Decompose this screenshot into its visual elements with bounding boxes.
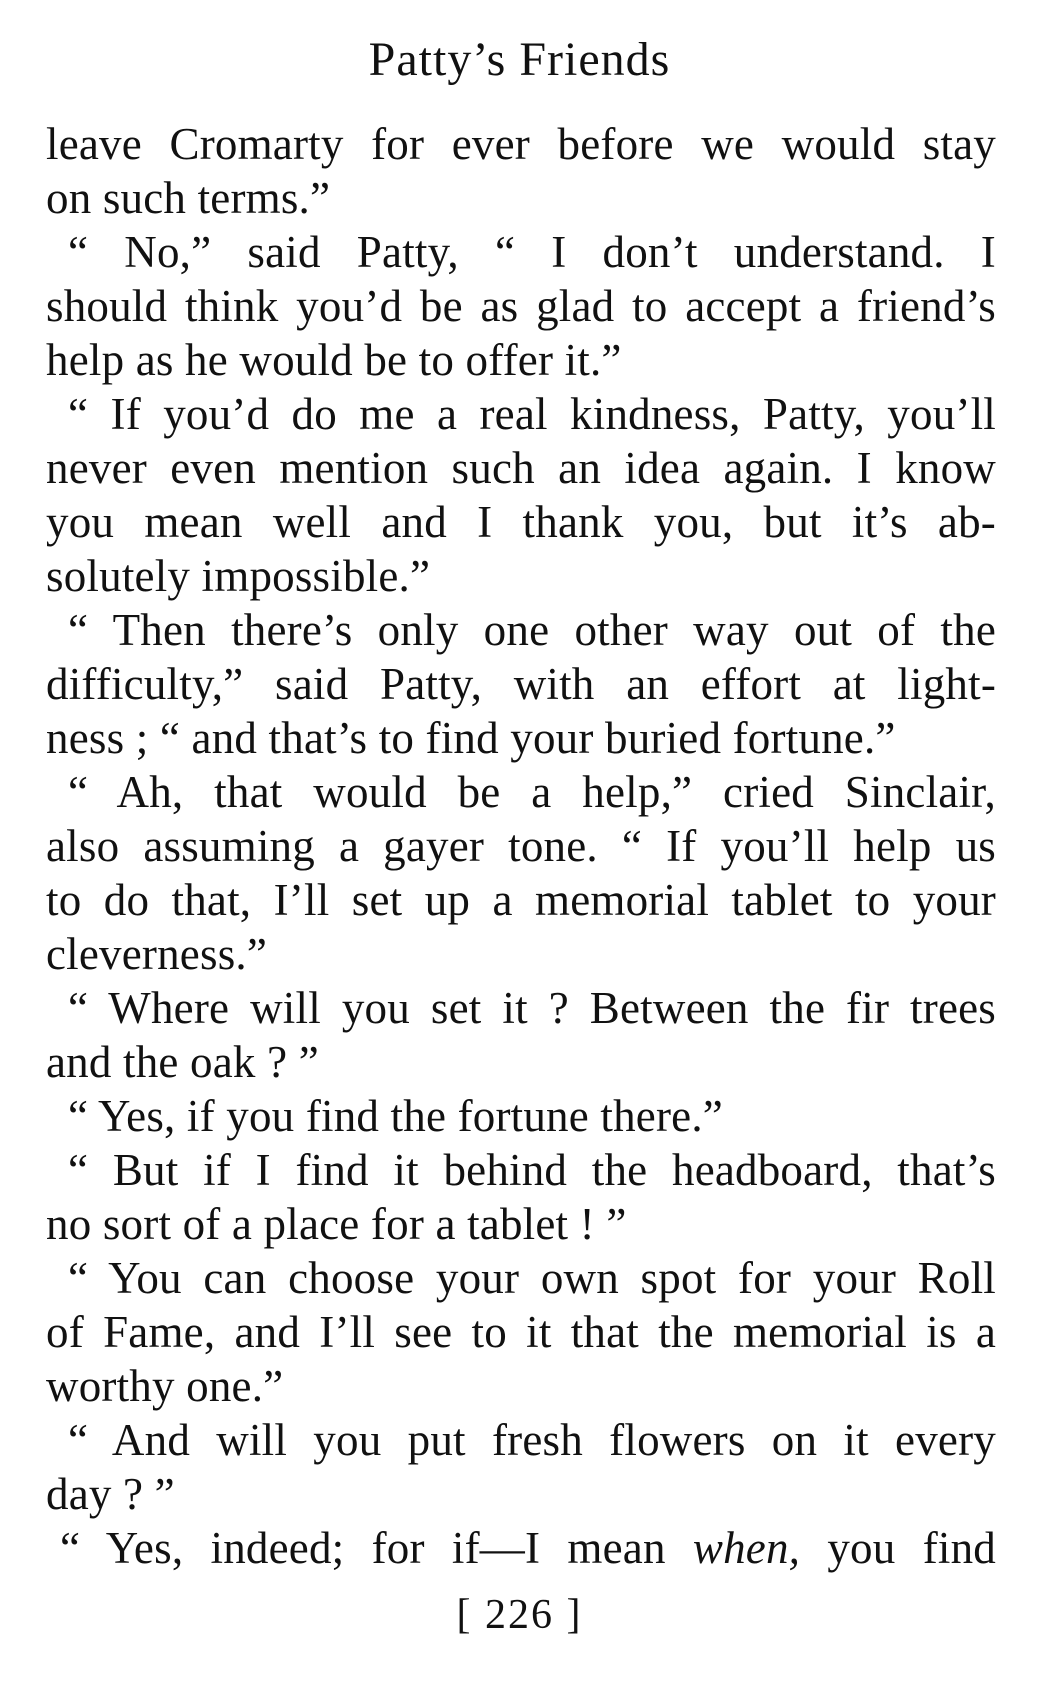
text-line: “ Yes, if you find the fortune there.” <box>68 1091 723 1141</box>
emphasis-text: when, <box>692 1523 801 1573</box>
text-line: leave Cromarty for ever before we would stay <box>46 119 996 169</box>
text-line: solutely impossible.” <box>46 551 431 601</box>
text-line: also assuming a gayer tone. “ If you’ll help us <box>46 821 996 871</box>
text-line: day ? ” <box>46 1469 175 1519</box>
body-text <box>46 117 996 1575</box>
running-head: Patty’s Friends <box>368 33 671 86</box>
text-line: “ No,” said Patty, “ I don’t understand. I <box>68 227 996 277</box>
text-line: “ And will you put fresh flowers on it every <box>68 1415 996 1465</box>
text-line: “ You can choose your own spot for your Roll <box>68 1253 996 1303</box>
text-line: ness ; “ and that’s to find your buried fortune.” <box>46 713 896 763</box>
text-line: help as he would be to offer it.” <box>46 335 622 385</box>
text-line-final <box>46 1521 996 1575</box>
text-line: of Fame, and I’ll see to it that the memorial is a <box>46 1307 996 1357</box>
text-line: “ If you’d do me a real kindness, Patty, you’ll <box>68 389 996 439</box>
text-line: cleverness.” <box>46 929 268 979</box>
text-line: worthy one.” <box>46 1361 284 1411</box>
text-line: you mean well and I thank you, but it’s ab- <box>46 497 996 547</box>
text-line: should think you’d be as glad to accept a friend’s <box>46 281 996 331</box>
text-line: on such terms.” <box>46 173 331 223</box>
text-segment: “ Yes, indeed; for if—I mean <box>60 1523 693 1573</box>
text-line: and the oak ? ” <box>46 1037 319 1087</box>
text-line: “ Where will you set it ? Between the fir trees <box>68 983 996 1033</box>
text-segment: you find <box>800 1523 996 1573</box>
text-line: difficulty,” said Patty, with an effort at light- <box>46 659 996 709</box>
text-line: “ But if I find it behind the headboard, that’s <box>68 1145 996 1195</box>
page-number: [ 226 ] <box>456 1592 583 1638</box>
text-line: never even mention such an idea again. I know <box>46 443 996 493</box>
text-line: to do that, I’ll set up a memorial tablet to your <box>46 875 996 925</box>
text-line: “ Then there’s only one other way out of the <box>68 605 996 655</box>
text-line: no sort of a place for a tablet ! ” <box>46 1199 627 1249</box>
text-line: “ Ah, that would be a help,” cried Sinclair, <box>68 767 996 817</box>
